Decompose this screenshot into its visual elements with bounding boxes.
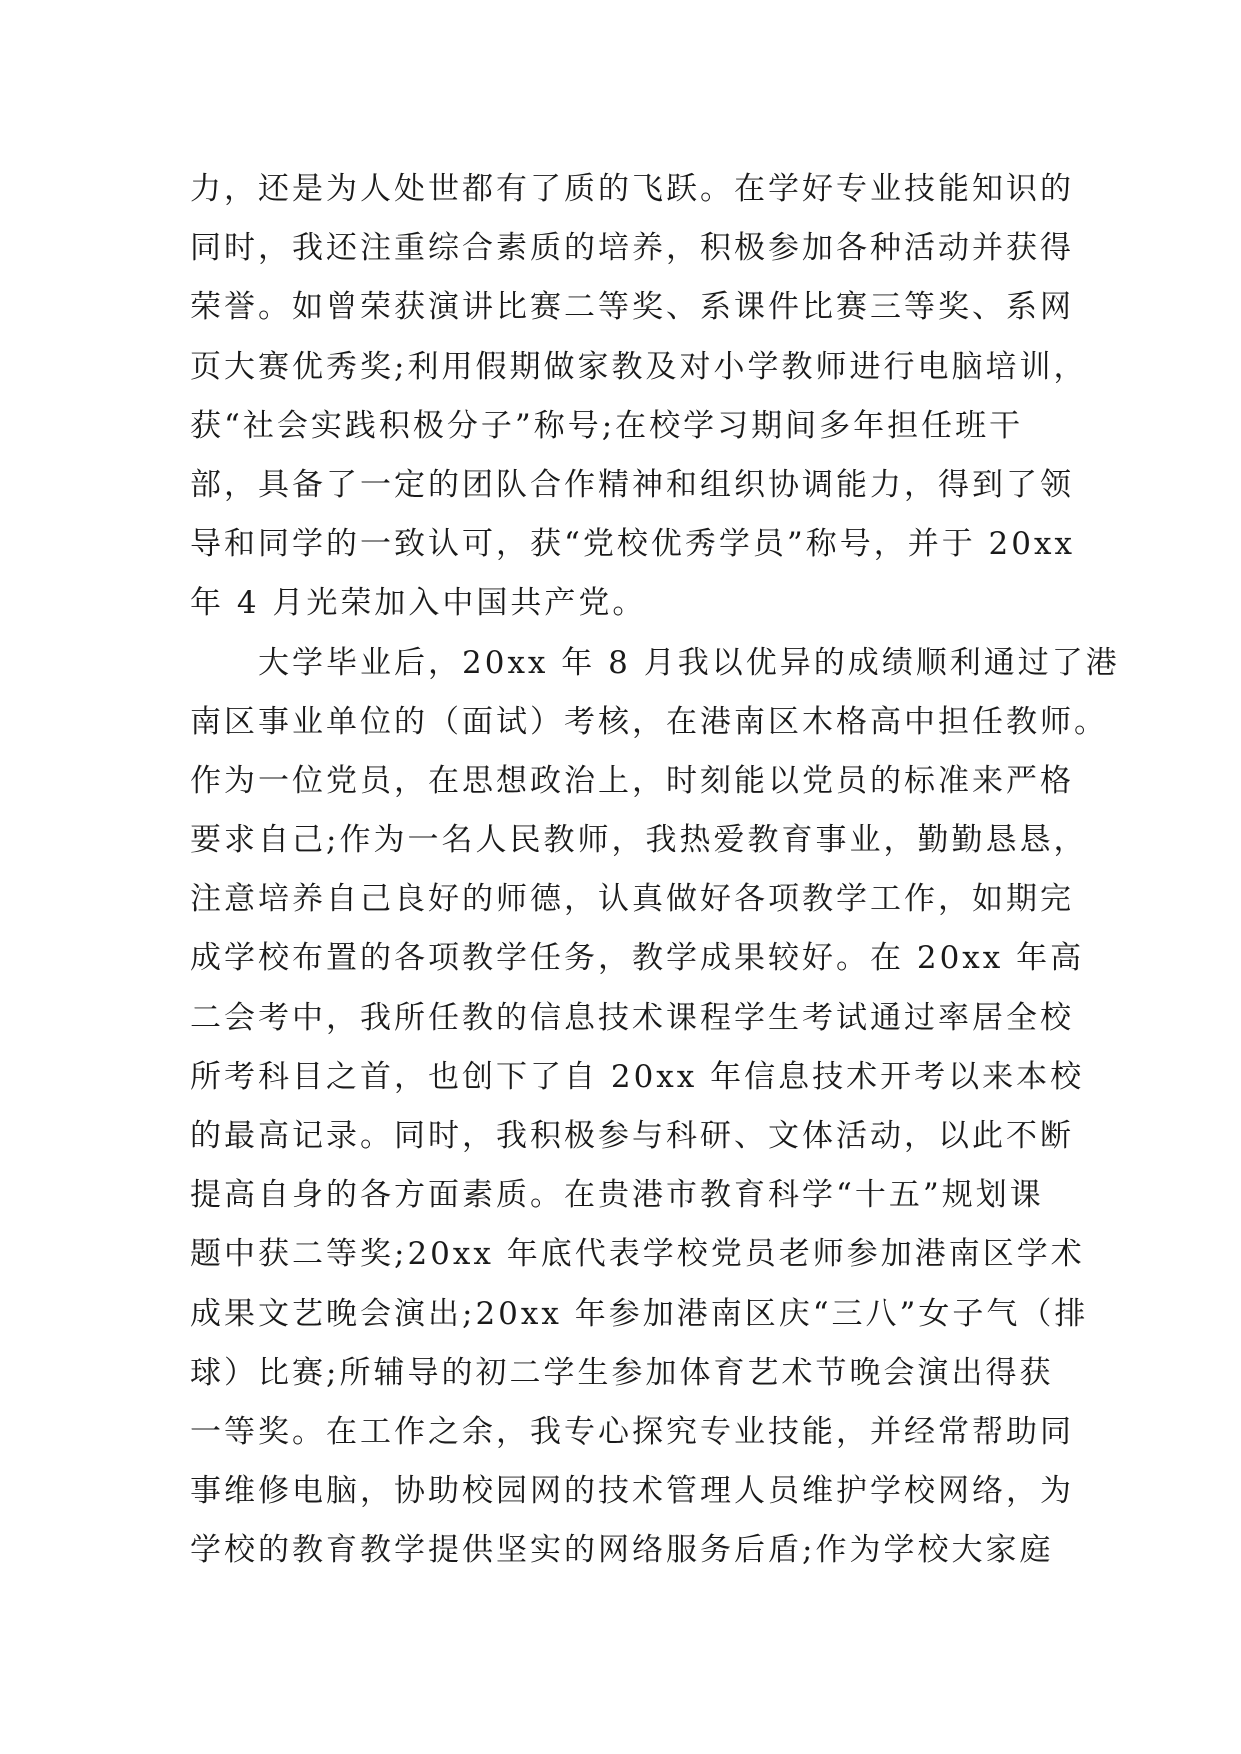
text-line: 作为一位党员，在思想政治上，时刻能以党员的标准来严格 xyxy=(190,762,1074,799)
text-line: 二会考中，我所任教的信息技术课程学生考试通过率居全校 xyxy=(190,999,1074,1036)
text-line: 页大赛优秀奖;利用假期做家教及对小学教师进行电脑培训， xyxy=(190,348,1088,385)
text-line: 力，还是为人处世都有了质的飞跃。在学好专业技能知识的 xyxy=(190,171,1074,207)
text-line: 年 4 月光荣加入中国共产党。 xyxy=(190,585,647,622)
text-line: 球）比赛;所辅导的初二学生参加体育艺术节晚会演出得获 xyxy=(190,1354,1054,1391)
text-line: 要求自己;作为一名人民教师，我热爱教育事业，勤勤恳恳， xyxy=(190,822,1088,859)
text-line: 事维修电脑，协助校园网的技术管理人员维护学校网络，为 xyxy=(190,1473,1074,1510)
text-line: 注意培养自己良好的师德，认真做好各项教学工作，如期完 xyxy=(190,881,1074,918)
text-line: 荣誉。如曾荣获演讲比赛二等奖、系课件比赛三等奖、系网 xyxy=(190,289,1074,326)
text-line: 成学校布置的各项教学任务，教学成果较好。在 20xx 年高 xyxy=(190,940,1085,977)
text-line: 成果文艺晚会演出;20xx 年参加港南区庆“三八”女子气（排 xyxy=(190,1295,1089,1332)
text-line: 部，具备了一定的团队合作精神和组织协调能力，得到了领 xyxy=(190,466,1074,503)
text-line: 一等奖。在工作之余，我专心探究专业技能，并经常帮助同 xyxy=(190,1413,1074,1450)
text-line: 大学毕业后，20xx 年 8 月我以优异的成绩顺利通过了港 xyxy=(190,644,1120,681)
text-line: 同时，我还注重综合素质的培养，积极参加各种活动并获得 xyxy=(190,230,1074,267)
text-line: 所考科目之首，也创下了自 20xx 年信息技术开考以来本校 xyxy=(190,1058,1085,1095)
text-line: 的最高记录。同时，我积极参与科研、文体活动，以此不断 xyxy=(190,1118,1074,1154)
text-line: 南区事业单位的（面试）考核，在港南区木格高中担任教师。 xyxy=(190,703,1108,740)
text-line: 题中获二等奖;20xx 年底代表学校党员老师参加港南区学术 xyxy=(190,1236,1085,1273)
text-line: 获“社会实践积极分子”称号;在校学习期间多年担任班干 xyxy=(190,407,1024,444)
document-body xyxy=(190,160,1120,1581)
text-line: 导和同学的一致认可，获“党校优秀学员”称号，并于 20xx xyxy=(190,526,1075,563)
text-line: 学校的教育教学提供坚实的网络服务后盾;作为学校大家庭 xyxy=(190,1532,1054,1569)
text-line: 提高自身的各方面素质。在贵港市教育科学“十五”规划课 xyxy=(190,1177,1044,1214)
